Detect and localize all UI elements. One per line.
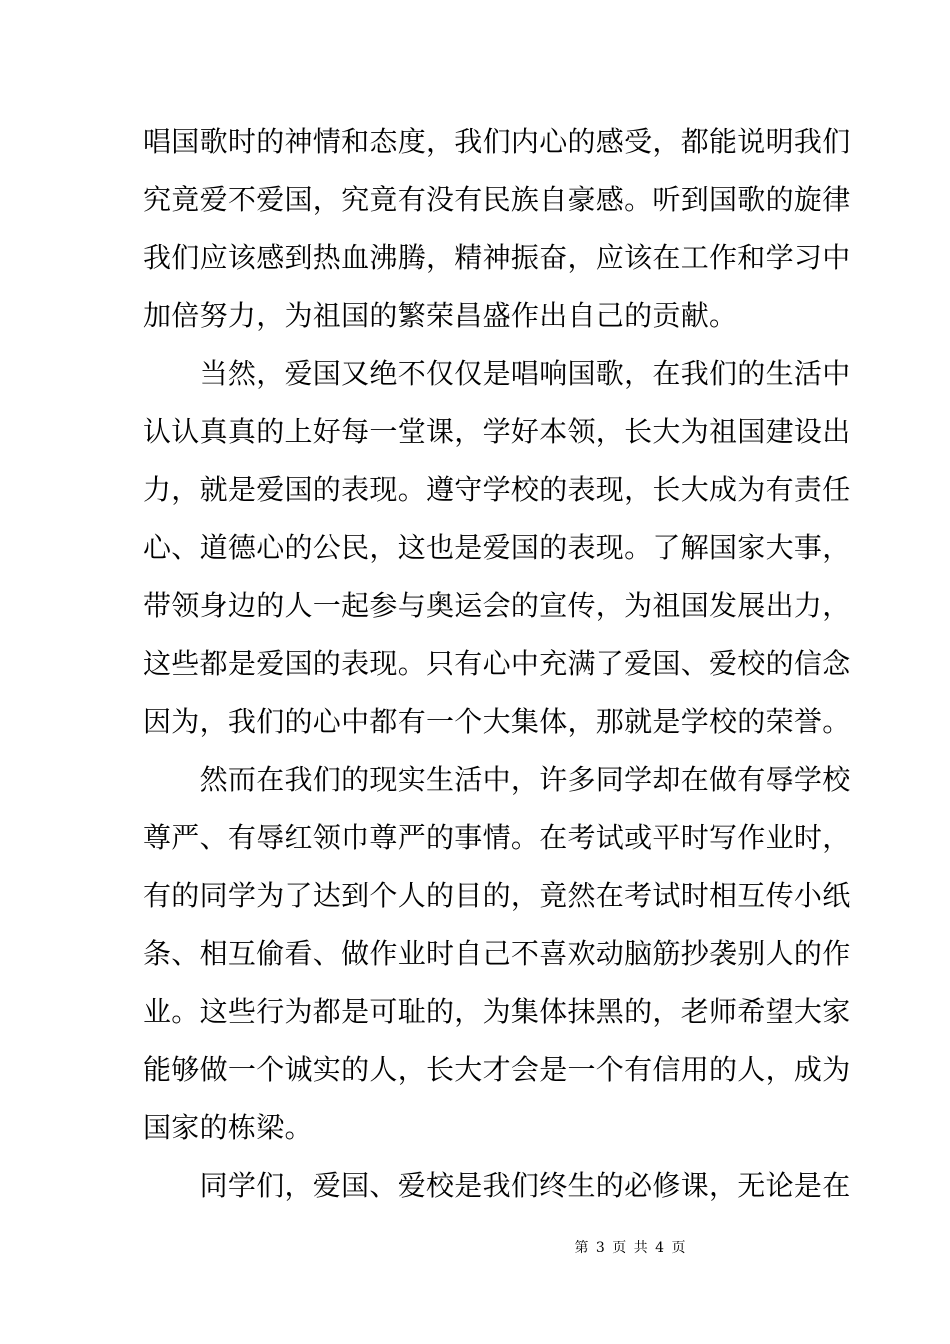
text-line: 我们应该感到热血沸腾，精神振奋，应该在工作和学习中 (143, 241, 851, 274)
text-line: 条、相互偷看、做作业时自己不喜欢动脑筋抄袭别人的作 (143, 937, 851, 970)
text-line: 究竟爱不爱国，究竟有没有民族自豪感。听到国歌的旋律 (143, 183, 851, 216)
page-footer (0, 1238, 950, 1258)
text-line: 因为，我们的心中都有一个大集体，那就是学校的荣誉。 (143, 705, 851, 738)
text-line: 能够做一个诚实的人，长大才会是一个有信用的人，成为 (143, 1053, 851, 1086)
text-line: 有的同学为了达到个人的目的，竟然在考试时相互传小纸 (143, 879, 851, 912)
paragraph-start-line: 同学们，爱国、爱校是我们终生的必修课，无论是在 (143, 1169, 851, 1202)
paragraph-start-line: 当然，爱国又绝不仅仅是唱响国歌，在我们的生活中 (143, 357, 851, 390)
text-line: 国家的栋梁。 (143, 1111, 313, 1144)
text-line: 加倍努力，为祖国的繁荣昌盛作出自己的贡献。 (143, 299, 738, 332)
page-number: 第 3 页 共 4 页 (574, 1240, 686, 1256)
text-line: 这些都是爱国的表现。只有心中充满了爱国、爱校的信念 (143, 647, 851, 680)
text-line: 心、道德心的公民，这也是爱国的表现。了解国家大事， (143, 531, 851, 564)
text-line: 唱国歌时的神情和态度，我们内心的感受，都能说明我们 (143, 125, 851, 158)
text-line: 认认真真的上好每一堂课，学好本领，长大为祖国建设出 (143, 415, 851, 448)
text-line: 业。这些行为都是可耻的，为集体抹黑的，老师希望大家 (143, 995, 851, 1028)
text-line: 尊严、有辱红领巾尊严的事情。在考试或平时写作业时， (143, 821, 851, 854)
paragraph-start-line: 然而在我们的现实生活中，许多同学却在做有辱学校 (143, 763, 851, 796)
text-line: 力，就是爱国的表现。遵守学校的表现，长大成为有责任 (143, 473, 851, 506)
text-line: 带领身边的人一起参与奥运会的宣传，为祖国发展出力， (143, 589, 851, 622)
